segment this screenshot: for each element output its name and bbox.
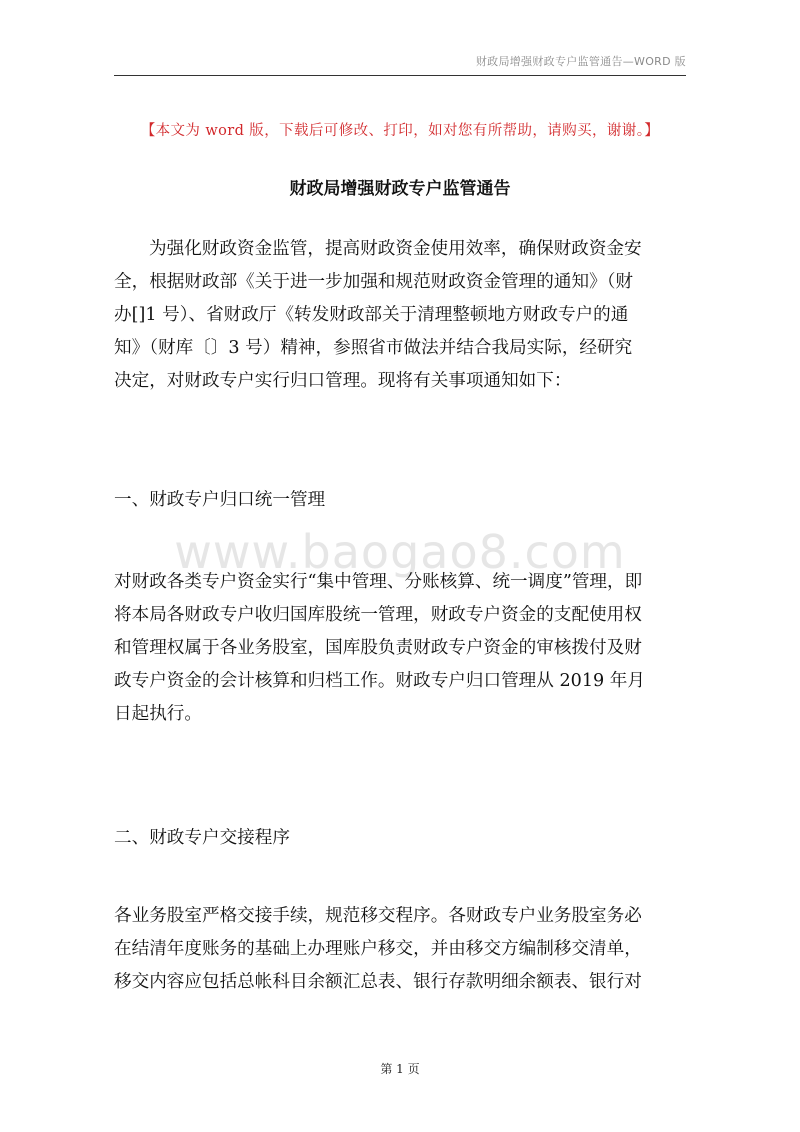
paragraph-line: 知》（财库〔〕3 号）精神，参照省市做法并结合我局实际，经研究	[114, 338, 633, 358]
paragraph-line: 各业务股室严格交接手续，规范移交程序。各财政专户业务股室务必	[114, 906, 642, 926]
page-title: 财政局增强财政专户监管通告	[289, 179, 511, 199]
paragraph-line: 将本局各财政专户收归国库股统一管理，财政专户资金的支配使用权	[114, 605, 642, 625]
paragraph-line: 决定，对财政专户实行归口管理。现将有关事项通知如下：	[114, 371, 572, 391]
section-2-paragraph	[114, 900, 686, 999]
paragraph-line: 和管理权属于各业务股室，国库股负责财政专户资金的审核拨付及财	[114, 638, 642, 658]
purchase-notice: 【本文为 word 版，下载后可修改、打印，如对您有所帮助，请购买，谢谢。】	[140, 123, 660, 139]
page-number: 第 1 页	[380, 1062, 420, 1076]
paragraph-line: 政专户资金的会计核算和归档工作。财政专户归口管理从 2019 年月	[114, 671, 645, 691]
watermark: www.baogao8.com	[174, 525, 626, 579]
running-header: 财政局增强财政专户监管通告—WORD 版	[475, 55, 686, 68]
paragraph-line: 移交内容应包括总帐科目余额汇总表、银行存款明细余额表、银行对	[114, 972, 642, 992]
paragraph-line: 为强化财政资金监管，提高财政资金使用效率，确保财政资金安	[149, 239, 642, 259]
paragraph-line: 对财政各类专户资金实行“集中管理、分账核算、统一调度”管理，即	[114, 572, 643, 592]
section-heading-2: 二、财政专户交接程序	[114, 828, 290, 848]
paragraph-line: 全，根据财政部《关于进一步加强和规范财政资金管理的通知》（财	[114, 272, 634, 292]
paragraph-line: 日起执行。	[114, 704, 202, 724]
intro-paragraph	[114, 233, 686, 398]
paragraph-line: 在结清年度账务的基础上办理账户移交，并由移交方编制移交清单，	[114, 939, 642, 959]
header-divider	[114, 75, 686, 76]
section-heading-1: 一、财政专户归口统一管理	[114, 490, 326, 510]
section-1-paragraph	[114, 566, 686, 731]
paragraph-line: 办[]1 号）、省财政厅《转发财政部关于清理整顿地方财政专户的通	[114, 305, 629, 325]
